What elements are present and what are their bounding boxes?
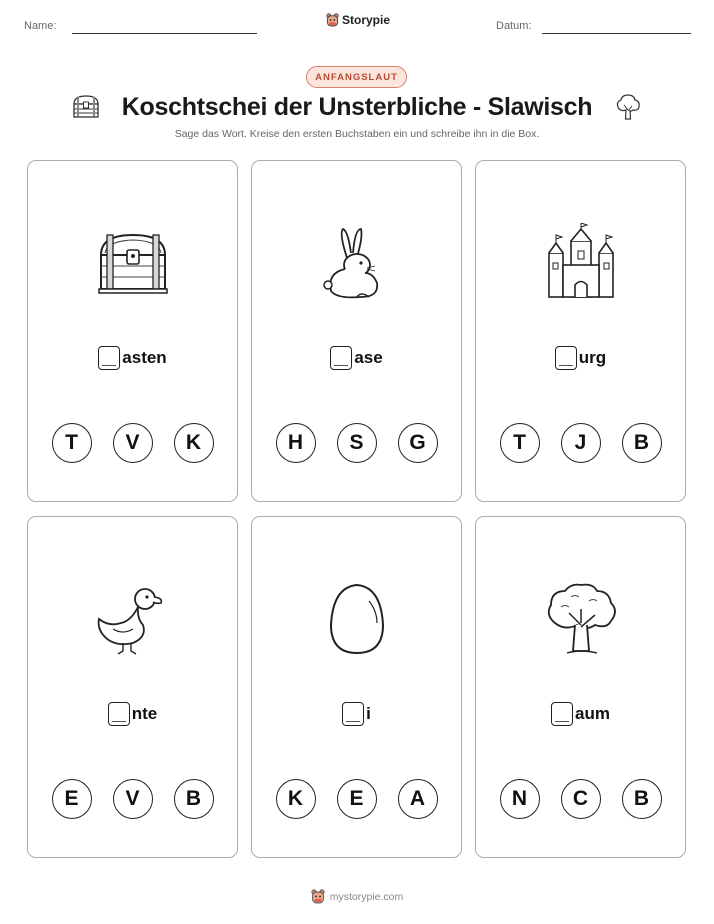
letter-choice[interactable]: V xyxy=(113,779,153,819)
card-4 xyxy=(27,516,238,858)
letter-choice[interactable]: T xyxy=(52,423,92,463)
letter-choices xyxy=(476,779,685,819)
letter-choice[interactable]: H xyxy=(276,423,316,463)
letter-choice[interactable]: B xyxy=(174,779,214,819)
storypie-logo-icon xyxy=(326,13,339,27)
card-5 xyxy=(251,516,462,858)
letter-choice[interactable]: B xyxy=(622,779,662,819)
word-2 xyxy=(252,346,461,370)
word-rest: urg xyxy=(578,348,607,367)
letter-choices xyxy=(476,423,685,463)
answer-box[interactable] xyxy=(108,702,130,726)
footer-url[interactable]: mystorypie.com xyxy=(329,890,404,903)
letter-choice[interactable]: A xyxy=(398,779,438,819)
word-rest: ase xyxy=(354,348,383,367)
brand-name: Storypie xyxy=(342,13,391,27)
word-1 xyxy=(28,346,237,370)
card-3 xyxy=(475,160,686,502)
letter-choice[interactable]: K xyxy=(174,423,214,463)
word-rest: i xyxy=(366,704,371,723)
letter-choice[interactable]: K xyxy=(276,779,316,819)
word-rest: nte xyxy=(131,704,158,723)
rabbit-picture xyxy=(317,223,397,303)
letter-choice[interactable]: S xyxy=(337,423,377,463)
castle-picture xyxy=(541,223,621,303)
treasure-chest-picture xyxy=(93,223,173,303)
word-rest: aum xyxy=(575,704,610,723)
letter-choice[interactable]: E xyxy=(52,779,92,819)
storypie-logo-icon xyxy=(311,889,325,904)
letter-choice[interactable]: V xyxy=(113,423,153,463)
answer-box[interactable] xyxy=(98,346,120,370)
letter-choices xyxy=(252,779,461,819)
letter-choices xyxy=(28,423,237,463)
card-6 xyxy=(475,516,686,858)
category-badge: ANFANGSLAUT xyxy=(306,66,407,88)
card-2 xyxy=(251,160,462,502)
date-line[interactable] xyxy=(542,33,691,34)
egg-picture xyxy=(317,579,397,659)
answer-box[interactable] xyxy=(342,702,364,726)
duck-picture xyxy=(93,579,173,659)
instructions: Sage das Wort. Kreise den ersten Buchstaben ein und schreibe ihn in die Box. xyxy=(174,128,540,140)
card-1 xyxy=(27,160,238,502)
answer-box[interactable] xyxy=(330,346,352,370)
letter-choice[interactable]: N xyxy=(500,779,540,819)
footer xyxy=(0,889,714,904)
letter-choice[interactable]: T xyxy=(500,423,540,463)
word-6 xyxy=(476,702,685,726)
letter-choice[interactable]: G xyxy=(398,423,438,463)
brand xyxy=(326,13,390,27)
letter-choice[interactable]: E xyxy=(337,779,377,819)
letter-choices xyxy=(252,423,461,463)
letter-choice[interactable]: C xyxy=(561,779,601,819)
name-line[interactable] xyxy=(72,33,257,34)
letter-choice[interactable]: J xyxy=(561,423,601,463)
word-3 xyxy=(476,346,685,370)
word-rest: asten xyxy=(122,348,167,367)
tree-picture xyxy=(541,579,621,659)
name-label: Name: xyxy=(24,20,57,32)
letter-choice[interactable]: B xyxy=(622,423,662,463)
answer-box[interactable] xyxy=(551,702,573,726)
answer-box[interactable] xyxy=(555,346,577,370)
word-5 xyxy=(252,702,461,726)
tree-icon xyxy=(613,92,643,122)
word-4 xyxy=(28,702,237,726)
date-label: Datum: xyxy=(496,20,532,32)
page-title: Koschtschei der Unsterbliche - Slawisch xyxy=(121,93,593,121)
letter-choices xyxy=(28,779,237,819)
